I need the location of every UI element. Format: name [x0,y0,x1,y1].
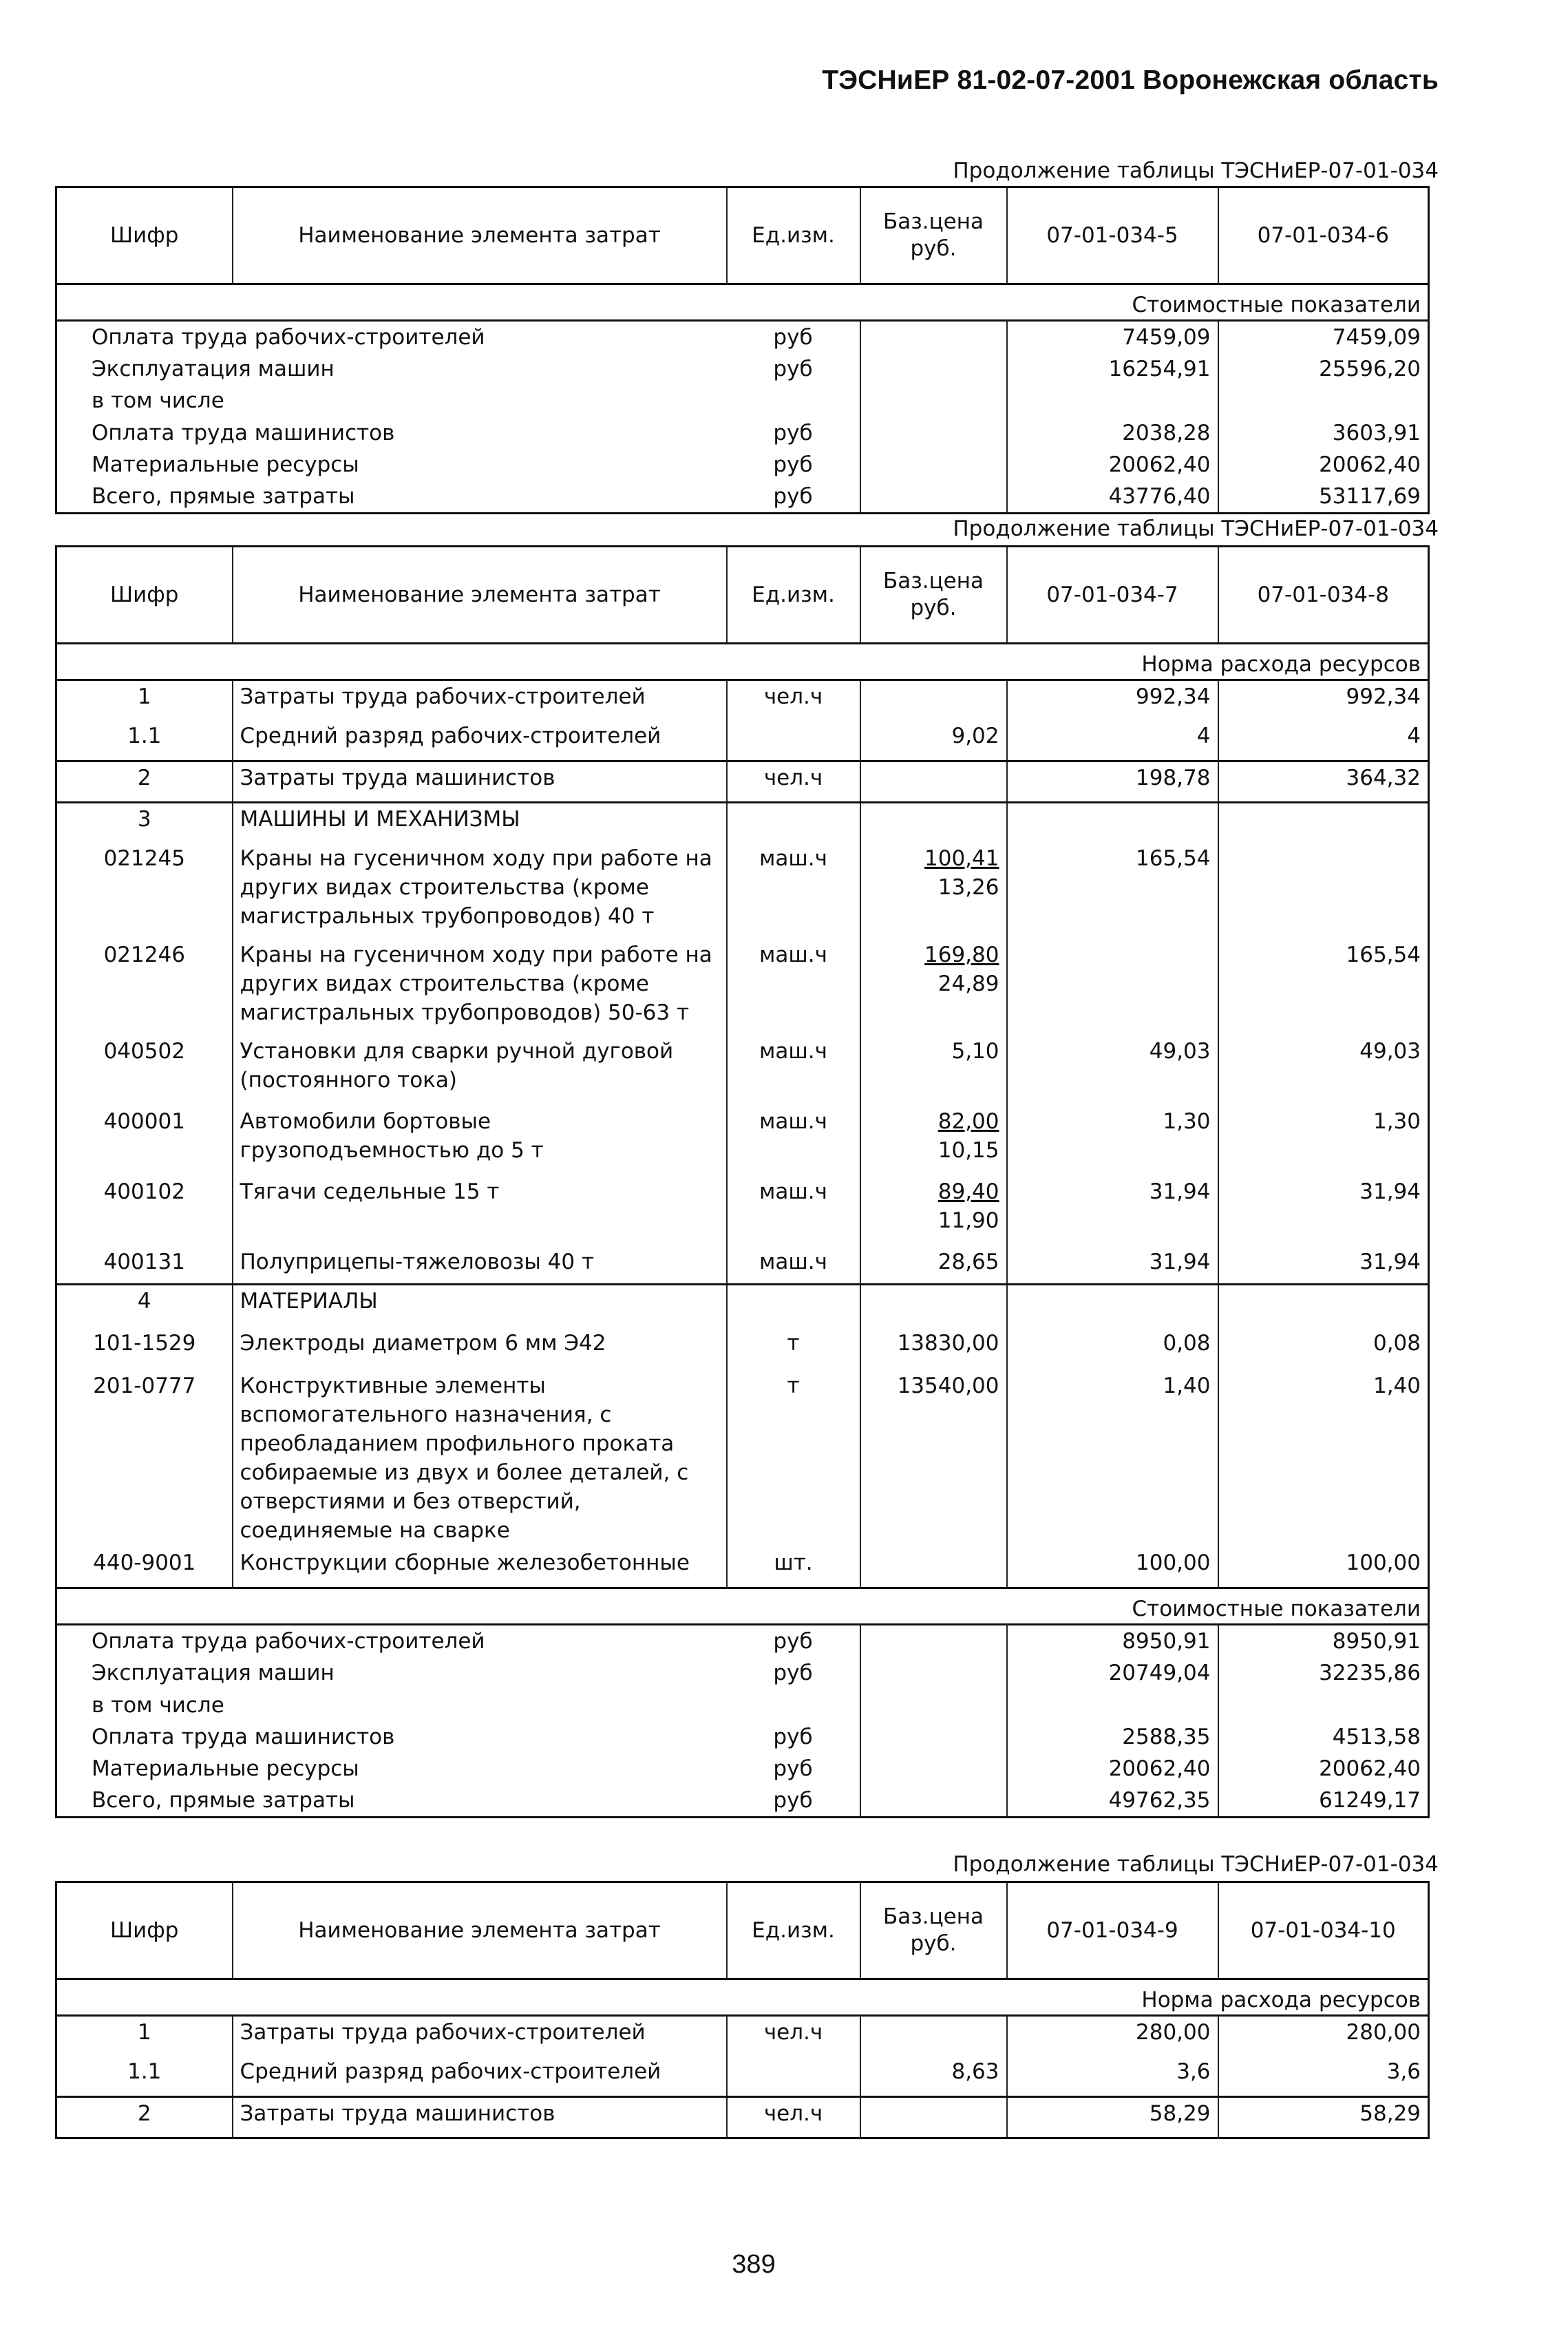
table-row [56,2016,1429,2056]
header-price: Баз.цена руб. [860,1882,1007,1979]
row-value-a: 1,40 [1007,1370,1218,1547]
table2-continuation: Продолжение таблицы ТЭСНиЕР-07-01-034 [953,516,1439,541]
price-main: 82,00 [937,1108,999,1134]
row-price [860,321,1007,354]
table-row [56,2097,1429,2138]
row-code: 040502 [56,1035,233,1106]
row-value-a: 198,78 [1007,761,1218,803]
row-code: 201-0777 [56,1370,233,1547]
row-price [860,353,1007,385]
row-code: 3 [56,803,233,843]
row-price [860,761,1007,803]
row-name: Затраты труда рабочих-строителей [233,680,727,720]
row-value-a: 8950,91 [1007,1625,1218,1658]
row-value-b: 25596,20 [1218,353,1429,385]
table-row [56,385,1429,417]
table1 [55,186,1430,514]
row-value-a: 4 [1007,720,1218,761]
header-col-a: 07-01-034-5 [1007,187,1218,284]
row-name: Эксплуатация машин [56,1657,727,1689]
header-unit: Ед.изм. [727,547,860,644]
row-unit: руб [727,417,860,449]
row-unit [727,803,860,843]
row-price [860,1547,1007,1588]
table-row [56,1285,1429,1327]
row-price [860,2097,1007,2138]
section-label: Стоимостные показатели [56,284,1429,321]
table-row [56,1246,1429,1285]
row-value-b: 3603,91 [1218,417,1429,449]
price-main: 169,80 [924,942,999,967]
row-code: 021245 [56,843,233,939]
row-value-a: 16254,91 [1007,353,1218,385]
table-row [56,1690,1429,1721]
row-unit: шт. [727,1547,860,1588]
row-unit: т [727,1370,860,1547]
row-price [860,680,1007,720]
row-name: Краны на гусеничном ходу при работе на других видах строительства (кроме магистральных трубопроводов) 40 т [233,843,727,939]
row-value-a: 31,94 [1007,1176,1218,1246]
row-name: Оплата труда машинистов [56,1721,727,1753]
row-price [860,1625,1007,1658]
row-price [860,385,1007,417]
row-unit: руб [727,1721,860,1753]
table-row [56,1176,1429,1246]
row-unit: маш.ч [727,843,860,939]
row-value-a [1007,1285,1218,1327]
row-name: Установки для сварки ручной дуговой (постоянного тока) [233,1035,727,1106]
row-name: Краны на гусеничном ходу при работе на других видах строительства (кроме магистральных трубопроводов) 50-63 т [233,939,727,1035]
table2 [55,545,1430,1818]
header-code: Шифр [56,1882,233,1979]
row-price [860,1176,1007,1246]
header-col-a: 07-01-034-9 [1007,1882,1218,1979]
row-name: Затраты труда рабочих-строителей [233,2016,727,2056]
row-code: 2 [56,2097,233,2138]
row-unit [727,720,860,761]
price-wage: 24,89 [937,971,999,996]
row-unit [727,2056,860,2097]
row-value-b: 4 [1218,720,1429,761]
table3-section-row [56,1979,1429,2016]
header-code: Шифр [56,187,233,284]
row-value-a: 20062,40 [1007,1753,1218,1785]
row-code: 400131 [56,1246,233,1285]
table-row [56,1106,1429,1176]
row-value-b: 8950,91 [1218,1625,1429,1658]
row-price [860,1657,1007,1689]
row-value-a: 2038,28 [1007,417,1218,449]
table-row [56,353,1429,385]
row-value-b [1218,1285,1429,1327]
row-name: Оплата труда машинистов [56,417,727,449]
row-name: МАШИНЫ И МЕХАНИЗМЫ [233,803,727,843]
row-value-a: 165,54 [1007,843,1218,939]
row-unit: руб [727,1657,860,1689]
page-number: 389 [732,2250,776,2279]
table-row [56,803,1429,843]
table1-section-row [56,284,1429,321]
row-price [860,939,1007,1035]
header-code: Шифр [56,547,233,644]
row-name: Электроды диаметром 6 мм Э42 [233,1327,727,1370]
table-row [56,761,1429,803]
row-value-b: 32235,86 [1218,1657,1429,1689]
table-row [56,321,1429,354]
page-header-title: ТЭСНиЕР 81-02-07-2001 Воронежская область [822,65,1439,95]
row-unit [727,385,860,417]
row-unit: чел.ч [727,761,860,803]
row-price [860,843,1007,939]
row-price: 13540,00 [860,1370,1007,1547]
row-unit: маш.ч [727,1035,860,1106]
table1-header-row [56,187,1429,284]
row-code: 021246 [56,939,233,1035]
row-unit: руб [727,481,860,514]
row-value-b: 49,03 [1218,1035,1429,1106]
table-row [56,1370,1429,1547]
row-price [860,1285,1007,1327]
row-name: Конструкции сборные железобетонные [233,1547,727,1588]
row-name: Материальные ресурсы [56,1753,727,1785]
row-unit: руб [727,449,860,481]
row-value-b: 165,54 [1218,939,1429,1035]
row-unit: т [727,1327,860,1370]
header-name: Наименование элемента затрат [233,187,727,284]
table-row [56,1035,1429,1106]
row-code: 101-1529 [56,1327,233,1370]
row-price [860,1690,1007,1721]
row-price: 5,10 [860,1035,1007,1106]
row-value-b [1218,1690,1429,1721]
row-unit: чел.ч [727,2016,860,2056]
row-code: 440-9001 [56,1547,233,1588]
row-value-b: 58,29 [1218,2097,1429,2138]
table-row [56,1327,1429,1370]
price-wage: 10,15 [937,1137,999,1163]
table-row [56,449,1429,481]
row-name: Всего, прямые затраты [56,481,727,514]
table-row [56,481,1429,514]
row-value-a [1007,1690,1218,1721]
header-col-b: 07-01-034-6 [1218,187,1429,284]
header-col-b: 07-01-034-10 [1218,1882,1429,1979]
row-value-a: 20062,40 [1007,449,1218,481]
table2-section-row [56,644,1429,680]
row-value-a [1007,385,1218,417]
row-value-a: 100,00 [1007,1547,1218,1588]
table-row [56,2056,1429,2097]
row-name: Эксплуатация машин [56,353,727,385]
row-price [860,2016,1007,2056]
row-unit: маш.ч [727,1246,860,1285]
row-price [860,481,1007,514]
row-value-b [1218,843,1429,939]
row-value-a [1007,939,1218,1035]
table2-header-row [56,547,1429,644]
row-name: Средний разряд рабочих-строителей [233,720,727,761]
header-col-a: 07-01-034-7 [1007,547,1218,644]
table3-continuation: Продолжение таблицы ТЭСНиЕР-07-01-034 [953,1852,1439,1877]
row-value-a: 49,03 [1007,1035,1218,1106]
row-value-b: 31,94 [1218,1246,1429,1285]
table1-continuation: Продолжение таблицы ТЭСНиЕР-07-01-034 [953,158,1439,183]
table3-header-row [56,1882,1429,1979]
row-name: Материальные ресурсы [56,449,727,481]
row-code: 1.1 [56,2056,233,2097]
row-value-b: 280,00 [1218,2016,1429,2056]
row-value-b: 53117,69 [1218,481,1429,514]
price-wage: 13,26 [937,874,999,900]
row-value-b: 31,94 [1218,1176,1429,1246]
table-row [56,680,1429,720]
header-price: Баз.цена руб. [860,547,1007,644]
row-value-b [1218,385,1429,417]
row-code: 4 [56,1285,233,1327]
row-price [860,1721,1007,1753]
row-price [860,449,1007,481]
table-row [56,417,1429,449]
row-value-a: 280,00 [1007,2016,1218,2056]
row-name: Оплата труда рабочих-строителей [56,1625,727,1658]
row-value-b: 4513,58 [1218,1721,1429,1753]
row-unit: руб [727,1785,860,1818]
row-code: 1 [56,680,233,720]
row-value-a [1007,803,1218,843]
row-unit [727,1690,860,1721]
row-name: МАТЕРИАЛЫ [233,1285,727,1327]
row-price: 28,65 [860,1246,1007,1285]
row-value-b: 0,08 [1218,1327,1429,1370]
row-unit: руб [727,321,860,354]
row-price [860,417,1007,449]
header-name: Наименование элемента затрат [233,547,727,644]
row-name: Затраты труда машинистов [233,2097,727,2138]
row-name: в том числе [56,385,727,417]
row-unit: чел.ч [727,680,860,720]
row-unit: руб [727,1625,860,1658]
row-value-b: 20062,40 [1218,1753,1429,1785]
row-name: Оплата труда рабочих-строителей [56,321,727,354]
row-code: 1 [56,2016,233,2056]
row-value-a: 992,34 [1007,680,1218,720]
header-unit: Ед.изм. [727,1882,860,1979]
row-unit [727,1285,860,1327]
row-name: Всего, прямые затраты [56,1785,727,1818]
row-code: 400102 [56,1176,233,1246]
row-value-a: 49762,35 [1007,1785,1218,1818]
row-name: Средний разряд рабочих-строителей [233,2056,727,2097]
section-label: Норма расхода ресурсов [56,1979,1429,2016]
row-value-b: 3,6 [1218,2056,1429,2097]
row-value-a: 1,30 [1007,1106,1218,1176]
price-main: 89,40 [937,1179,999,1204]
row-value-a: 7459,09 [1007,321,1218,354]
row-price: 13830,00 [860,1327,1007,1370]
row-price [860,1785,1007,1818]
table-row [56,1625,1429,1658]
row-code: 400001 [56,1106,233,1176]
row-unit: руб [727,353,860,385]
row-price [860,1753,1007,1785]
table3 [55,1881,1430,2139]
row-price: 9,02 [860,720,1007,761]
row-price [860,803,1007,843]
header-price: Баз.цена руб. [860,187,1007,284]
section-label: Стоимостные показатели [56,1588,1429,1625]
row-value-b [1218,803,1429,843]
table-row [56,720,1429,761]
table2-section2-row [56,1588,1429,1625]
row-price: 8,63 [860,2056,1007,2097]
row-value-b: 20062,40 [1218,449,1429,481]
price-wage: 11,90 [937,1208,999,1233]
row-value-b: 1,40 [1218,1370,1429,1547]
row-value-a: 20749,04 [1007,1657,1218,1689]
table-row [56,939,1429,1035]
row-value-b: 61249,17 [1218,1785,1429,1818]
row-unit: руб [727,1753,860,1785]
row-value-b: 1,30 [1218,1106,1429,1176]
row-name: Автомобили бортовые грузоподъемностью до 5 т [233,1106,727,1176]
row-unit: маш.ч [727,1106,860,1176]
table-row [56,1785,1429,1818]
row-value-a: 43776,40 [1007,481,1218,514]
row-name: Затраты труда машинистов [233,761,727,803]
section-label: Норма расхода ресурсов [56,644,1429,680]
row-code: 2 [56,761,233,803]
row-unit: чел.ч [727,2097,860,2138]
table-row [56,843,1429,939]
row-value-b: 992,34 [1218,680,1429,720]
row-value-b: 364,32 [1218,761,1429,803]
row-name: в том числе [56,1690,727,1721]
table-row [56,1657,1429,1689]
row-value-a: 0,08 [1007,1327,1218,1370]
row-code: 1.1 [56,720,233,761]
row-value-b: 7459,09 [1218,321,1429,354]
row-name: Конструктивные элементы вспомогательного назначения, с преобладанием профильного проката собираемые из двух и более деталей, с отверстиями и без отверстий, соединяемые на сварке [233,1370,727,1547]
row-value-b: 100,00 [1218,1547,1429,1588]
header-name: Наименование элемента затрат [233,1882,727,1979]
row-value-a: 3,6 [1007,2056,1218,2097]
row-value-a: 2588,35 [1007,1721,1218,1753]
row-unit: маш.ч [727,939,860,1035]
row-unit: маш.ч [727,1176,860,1246]
table-row [56,1721,1429,1753]
table-row [56,1753,1429,1785]
header-unit: Ед.изм. [727,187,860,284]
header-col-b: 07-01-034-8 [1218,547,1429,644]
row-name: Тягачи седельные 15 т [233,1176,727,1246]
row-value-a: 58,29 [1007,2097,1218,2138]
table-row [56,1547,1429,1588]
row-price [860,1106,1007,1176]
price-main: 100,41 [924,845,999,871]
row-value-a: 31,94 [1007,1246,1218,1285]
row-name: Полуприцепы-тяжеловозы 40 т [233,1246,727,1285]
